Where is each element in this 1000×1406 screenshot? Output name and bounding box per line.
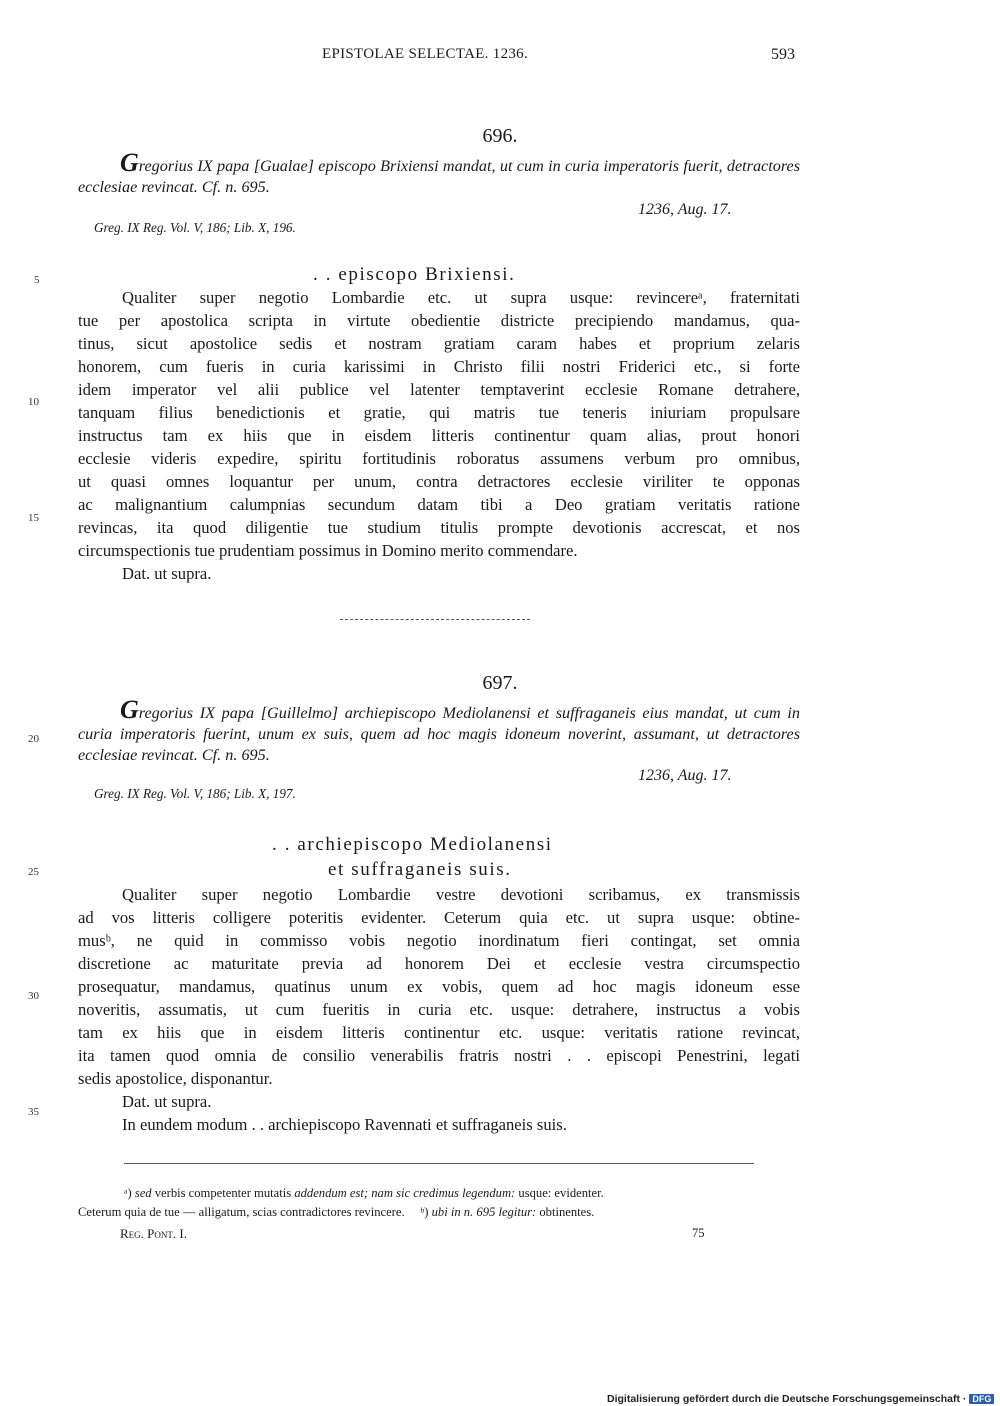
footnote-rule (124, 1163, 754, 1164)
running-head: EPISTOLAE SELECTAE. 1236. (322, 46, 529, 62)
margin-line-number: 25 (28, 866, 39, 878)
body-line: idem imperator vel alii publice vel latenter temptaverint ecclesie Romane detrahere, (78, 380, 800, 399)
letter-696-summary-text: regorius IX papa [Gualae] episcopo Brixiensi mandat, ut cum in curia imperatoris fuerit, detractores ecclesiae revincat. Cf. n. 695. (78, 157, 800, 196)
letter-697-date: 1236, Aug. 17. (638, 767, 732, 784)
letter-697-address-line2: et suffraganeis suis. (328, 859, 512, 880)
body-line: circumspectionis tue prudentiam possimus in Domino merito commendare. (78, 541, 578, 560)
body-line: ad vos litteris colligere poteritis evidenter. Ceterum quia etc. ut supra usque: obtine- (78, 908, 800, 927)
signature-mark: Reg. Pont. I. (120, 1226, 187, 1241)
footnote-a: ᵃ) sed verbis competenter mutatis addendum est; nam sic credimus legendum: usque: evidenter. (124, 1186, 604, 1200)
body-line: tue per apostolica scripta in virtute obedientie districte precipiendo mandamus, qua- (78, 311, 800, 330)
letter-697-body (78, 883, 800, 1136)
letter-696-date: 1236, Aug. 17. (638, 201, 732, 218)
letter-697-source: Greg. IX Reg. Vol. V, 186; Lib. X, 197. (94, 786, 296, 801)
body-line: ecclesie videris expedire, spiritu fortitudinis roboratus assumens verbum pro omnibus, (78, 449, 800, 468)
body-line: revincas, ita quod diligentie tue studium titulis prompte devotionis accrescat, et nos (78, 518, 800, 537)
letter-697-summary-text: regorius IX papa [Guillelmo] archiepiscopo Mediolanensi et suffraganeis eius mandat, ut cum in curia imperatoris fuerint, unum ex suis, quem ad hoc magis idoneum noverint, assumant, ut detractores ecclesiae revincat. Cf. n. 695. (78, 704, 800, 764)
section-divider (340, 619, 530, 620)
dfg-logo: DFG (969, 1394, 994, 1404)
margin-line-number: 35 (28, 1106, 39, 1118)
digitization-credit: Digitalisierung gefördert durch die Deutsche Forschungsgemeinschaft · DFG (607, 1393, 994, 1405)
margin-line-number: 30 (28, 990, 39, 1002)
body-line: sedis apostolice, disponantur. (78, 1069, 273, 1088)
letter-696-initial: G (120, 148, 139, 177)
body-line: prosequatur, mandamus, quatinus unum ex vobis, quem ad hoc magis idoneum esse (78, 977, 800, 996)
page-number: 593 (771, 46, 795, 63)
margin-line-number: 15 (28, 512, 39, 524)
letter-696-body (78, 286, 800, 585)
body-line: noveritis, assumatis, ut cum fueritis in curia etc. usque: detrahere, instructus a vobis (78, 1000, 800, 1019)
footnote-a-marker: ᵃ) (124, 1186, 132, 1200)
margin-line-number: 20 (28, 733, 39, 745)
dat-line: Dat. ut supra. (122, 1092, 212, 1111)
body-line: discretione ac maturitate previa ad honorem Dei et ecclesie vestra circumspectio (78, 954, 800, 973)
body-line: ita tamen quod omnia de consilio venerabilis fratris nostri . . episcopi Penestrini, legati (78, 1046, 800, 1065)
body-line: ut quasi omnes loquantur per unum, contra detractores ecclesie viriliter te opponas (78, 472, 800, 491)
body-line: tanquam filius benedictionis et gratie, qui matris tue teneris iniuriam propulsare (78, 403, 800, 422)
body-line: Qualiter super negotio Lombardie etc. ut supra usque: revincereᵃ, fraternitati (122, 288, 800, 307)
body-line: honorem, cum fueris in curia karissimi in Christo filii nostri Friderici etc., si forte (78, 357, 800, 376)
in-eundem-line: In eundem modum . . archiepiscopo Ravennati et suffraganeis suis. (122, 1115, 567, 1134)
letter-697-number: 697. (482, 672, 518, 694)
dat-line: Dat. ut supra. (122, 564, 212, 583)
body-line: tinus, sicut apostolice sedis et nostram gratiam caram habes et proprium zelaris (78, 334, 800, 353)
margin-line-number: 10 (28, 396, 39, 408)
body-line: tam ex hiis que in eisdem litteris continentur etc. usque: veritatis ratione revincat, (78, 1023, 800, 1042)
footnote-b-marker: ᵇ) (420, 1205, 429, 1219)
body-line: musᵇ, ne quid in commisso vobis negotio inordinatum fieri contingat, set omnia (78, 931, 800, 950)
letter-696-number: 696. (482, 125, 518, 147)
letter-696-summary (78, 148, 800, 198)
margin-line-number: 5 (34, 274, 40, 286)
footnote-line: Ceterum quia de tue — alligatum, scias contradictores revincere. ᵇ) ubi in n. 695 legitur: obtinentes. (78, 1205, 595, 1219)
letter-697-initial: G (120, 695, 139, 724)
body-line: Qualiter super negotio Lombardie vestre devotioni scribamus, ex transmissis (122, 885, 800, 904)
letter-696-source: Greg. IX Reg. Vol. V, 186; Lib. X, 196. (94, 220, 296, 235)
letter-697-address-line1: . . archiepiscopo Mediolanensi (272, 834, 553, 855)
letter-696-address: . . episcopo Brixiensi. (313, 264, 516, 285)
body-line: instructus tam ex hiis que in eisdem litteris continentur quam alias, prout honori (78, 426, 800, 445)
signature-number: 75 (692, 1226, 705, 1240)
body-line: ac malignantium calumpnias secundum datam tibi a Deo gratiam veritatis ratione (78, 495, 800, 514)
letter-697-summary (78, 695, 800, 766)
